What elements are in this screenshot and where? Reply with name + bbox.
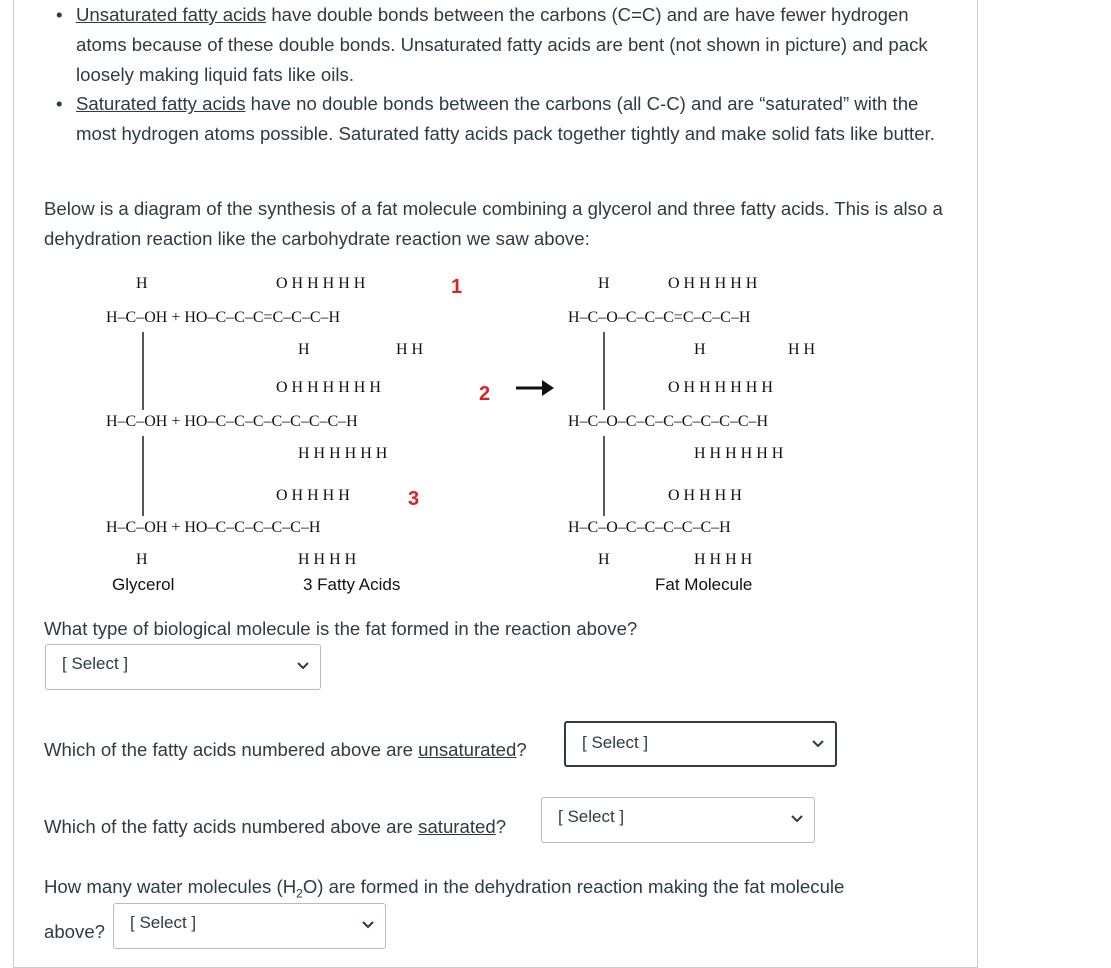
svg-text:O H H H H H: O H H H H H bbox=[668, 275, 758, 292]
fatty-acids-label: 3 Fatty Acids bbox=[303, 575, 401, 594]
svg-text:H: H bbox=[298, 341, 310, 358]
question-2-text: Which of the fatty acids numbered above are unsaturated? bbox=[44, 739, 527, 760]
question-4-text-line2: above? bbox=[44, 921, 106, 942]
unsaturated-description: have double bonds between the carbons (C=C) and are have fewer hydrogen atoms because of these double bonds. Unsaturated fatty acids are bent (not shown in picture) and pack loosely making liquid fats like oils. bbox=[76, 4, 928, 85]
fatty-acid-2-left bbox=[106, 379, 490, 462]
svg-text:H H H H: H H H H bbox=[298, 551, 357, 568]
left-row-1: H–C–OH + HO–C–C–C=C–C–C–H bbox=[106, 309, 341, 326]
left-row-3: H–C–OH + HO–C–C–C–C–C–H bbox=[106, 519, 321, 536]
question-3-select[interactable] bbox=[541, 797, 815, 843]
right-row-1: H–C–O–C–C–C=C–C–C–H bbox=[568, 309, 751, 326]
question-1-select[interactable] bbox=[45, 644, 321, 690]
question-1-text: What type of biological molecule is the fat formed in the reaction above? bbox=[44, 618, 638, 639]
svg-text:H: H bbox=[136, 275, 148, 292]
fatty-acid-bullets bbox=[50, 0, 950, 149]
svg-text:O H H H H H H: O H H H H H H bbox=[276, 379, 381, 396]
left-row-2: H–C–OH + HO–C–C–C–C–C–C–C–H bbox=[106, 413, 358, 430]
chevron-down-icon bbox=[790, 814, 804, 824]
fat-synthesis-diagram bbox=[98, 270, 898, 600]
question-4-text: How many water molecules $(H_2O)$ are formed in the dehydration reaction making the fat molecule bbox=[44, 876, 845, 901]
question-2-select-value: [ Select ] bbox=[582, 733, 649, 752]
svg-text:O H H H H: O H H H H bbox=[668, 487, 742, 504]
svg-text:O H H H H H H: O H H H H H H bbox=[668, 379, 773, 396]
svg-text:H H H H H H: H H H H H H bbox=[694, 445, 784, 462]
fatty-acid-number-1: 1 bbox=[451, 276, 463, 298]
fatty-acid-1-left bbox=[106, 275, 462, 358]
bullet-unsaturated bbox=[50, 0, 950, 89]
diagram-intro: Below is a diagram of the synthesis of a fat molecule combining a glycerol and three fatty acids. This is also a dehydration reaction like the carbohydrate reaction we saw above: bbox=[44, 198, 943, 249]
question-4-select[interactable] bbox=[113, 903, 386, 949]
svg-text:H H H H: H H H H bbox=[694, 551, 753, 568]
saturated-link: saturated bbox=[418, 816, 496, 837]
unsaturated-term: Unsaturated fatty acids bbox=[76, 4, 267, 25]
reaction-arrow bbox=[516, 380, 554, 396]
svg-text:O H H H H: O H H H H bbox=[276, 487, 350, 504]
saturated-term: Saturated fatty acids bbox=[76, 93, 246, 115]
svg-text:H H H H H H: H H H H H H bbox=[298, 445, 388, 462]
svg-text:H: H bbox=[598, 275, 610, 292]
saturated-description: have no double bonds between the carbons (all C-C) and are “saturated” with the most hydrogen atoms possible. Saturated fatty acids pack together tightly and make solid fats like butter. bbox=[76, 93, 935, 145]
svg-text:H: H bbox=[598, 551, 610, 568]
svg-text:H H: H H bbox=[396, 341, 424, 358]
fatty-acid-number-3: 3 bbox=[408, 488, 420, 510]
svg-text:H: H bbox=[694, 341, 706, 358]
svg-text:H H: H H bbox=[788, 341, 816, 358]
question-4-select-value: [ Select ] bbox=[130, 913, 197, 932]
question-3-select-value: [ Select ] bbox=[558, 807, 625, 826]
right-row-2: H–C–O–C–C–C–C–C–C–C–H bbox=[568, 413, 769, 430]
svg-text:O H H H H H: O H H H H H bbox=[276, 275, 366, 292]
fat-molecule-label: Fat Molecule bbox=[655, 575, 753, 594]
question-3-text: Which of the fatty acids numbered above are saturated? bbox=[44, 816, 507, 837]
chevron-down-icon bbox=[361, 920, 375, 930]
fat-molecule-right bbox=[568, 275, 816, 568]
unsaturated-link: unsaturated bbox=[418, 739, 517, 760]
question-1-select-value: [ Select ] bbox=[62, 654, 129, 673]
question-2-select[interactable] bbox=[564, 721, 837, 767]
fatty-acid-3-left bbox=[106, 487, 419, 568]
glycerol-label: Glycerol bbox=[112, 575, 175, 594]
fatty-acid-number-2: 2 bbox=[479, 383, 491, 405]
chevron-down-icon bbox=[296, 661, 310, 671]
chevron-down-icon bbox=[811, 739, 825, 749]
svg-text:H: H bbox=[136, 551, 148, 568]
bullet-saturated bbox=[50, 89, 950, 149]
right-row-3: H–C–O–C–C–C–C–C–H bbox=[568, 519, 731, 536]
